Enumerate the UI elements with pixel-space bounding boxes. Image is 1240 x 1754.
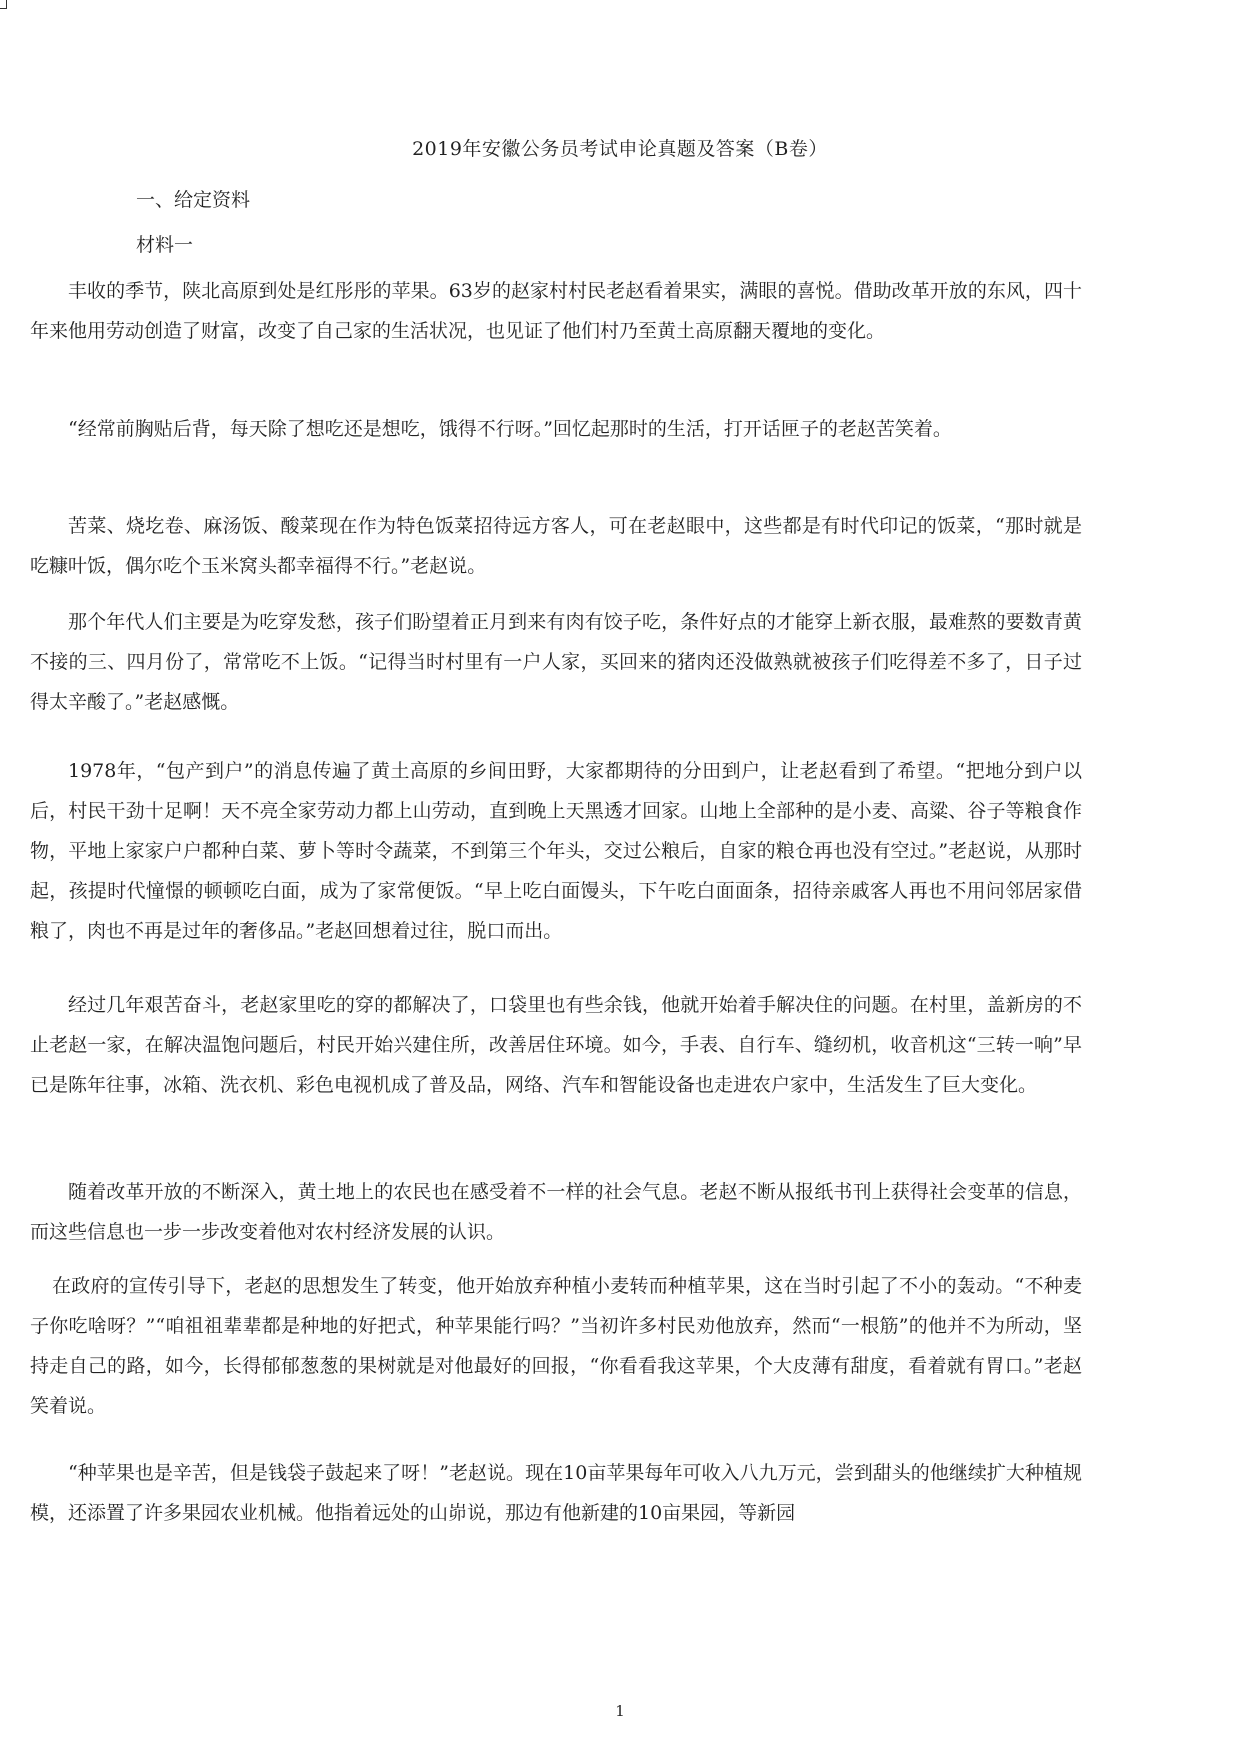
paragraph-4: 那个年代人们主要是为吃穿发愁，孩子们盼望着正月到来有肉有饺子吃，条件好点的才能穿上新衣服，最难熬的要数青黄不接的三、四月份了，常常吃不上饭。“记得当时村里有一户人家，买回来的猪肉还没做熟就被孩子们吃得差不多了，日子过得太辛酸了。”老赵感慨。	[30, 611, 1082, 713]
paragraph-9: “种苹果也是辛苦，但是钱袋子鼓起来了呀！”老赵说。现在10亩苹果每年可收入八九万元，尝到甜头的他继续扩大种植规模，还添置了许多果园农业机械。他指着远处的山峁说，那边有他新建的10亩果园，等新园	[30, 1462, 1082, 1524]
paragraph-3: 苦菜、烧圪卷、麻汤饭、酸菜现在作为特色饭菜招待远方客人，可在老赵眼中，这些都是有时代印记的饭菜，“那时就是吃糠叶饭，偶尔吃个玉米窝头都幸福得不行。”老赵说。	[30, 515, 1082, 577]
page-number: 1	[615, 1702, 625, 1720]
paragraph-2: “经常前胸贴后背，每天除了想吃还是想吃，饿得不行呀。”回忆起那时的生活，打开话匣子的老赵苦笑着。	[68, 418, 952, 440]
document-title: 2019年安徽公务员考试申论真题及答案（B卷）	[412, 138, 828, 160]
paragraph-5: 1978年，“包产到户”的消息传遍了黄土高原的乡间田野，大家都期待的分田到户，让老赵看到了希望。“把地分到户以后，村民干劲十足啊！天不亮全家劳动力都上山劳动，直到晚上天黑透才回家。山地上全部种的是小麦、高粱、谷子等粮食作物，平地上家家户户都种白菜、萝卜等时令蔬菜，不到第三个年头，交过公粮后，自家的粮仓再也没有空过。”老赵说，从那时起，孩提时代憧憬的顿顿吃白面，成为了家常便饭。“早上吃白面馒头，下午吃白面面条，招待亲戚客人再也不用问邻居家借粮了，肉也不再是过年的奢侈品。”老赵回想着过往，脱口而出。	[30, 760, 1082, 942]
corner-crop-mark	[0, 0, 7, 9]
paragraph-6: 经过几年艰苦奋斗，老赵家里吃的穿的都解决了，口袋里也有些余钱，他就开始着手解决住的问题。在村里，盖新房的不止老赵一家，在解决温饱问题后，村民开始兴建住所，改善居住环境。如今，手表、自行车、缝纫机，收音机这“三转一响”早已是陈年往事，冰箱、洗衣机、彩色电视机成了普及品，网络、汽车和智能设备也走进农户家中，生活发生了巨大变化。	[30, 994, 1082, 1096]
section-heading: 一、给定资料	[136, 189, 251, 211]
paragraph-1: 丰收的季节，陕北高原到处是红彤彤的苹果。63岁的赵家村村民老赵看着果实，满眼的喜悦。借助改革开放的东风，四十年来他用劳动创造了财富，改变了自己家的生活状况，也见证了他们村乃至黄土高原翻天覆地的变化。	[30, 280, 1082, 342]
paragraph-7: 随着改革开放的不断深入，黄土地上的农民也在感受着不一样的社会气息。老赵不断从报纸书刊上获得社会变革的信息，而这些信息也一步一步改变着他对农村经济发展的认识。	[30, 1181, 1082, 1243]
paragraph-8: 在政府的宣传引导下，老赵的思想发生了转变，他开始放弃种植小麦转而种植苹果，这在当时引起了不小的轰动。“不种麦子你吃啥呀？”“咱祖祖辈辈都是种地的好把式，种苹果能行吗？”当初许多村民劝他放弃，然而“一根筋”的他并不为所动，坚持走自己的路，如今，长得郁郁葱葱的果树就是对他最好的回报，“你看看我这苹果，个大皮薄有甜度，看着就有胃口。”老赵笑着说。	[30, 1275, 1082, 1417]
material-heading: 材料一	[136, 234, 194, 256]
